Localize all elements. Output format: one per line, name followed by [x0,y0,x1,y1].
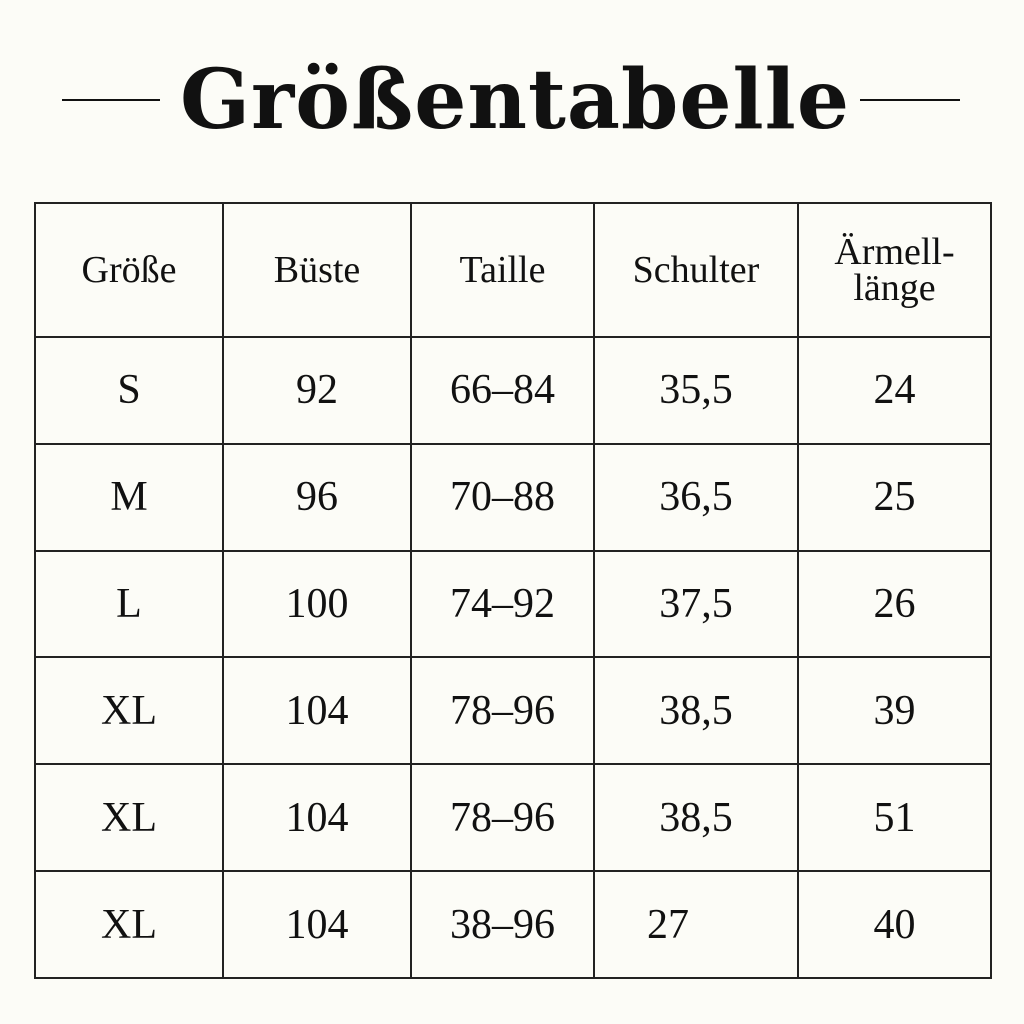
header-cell-bust: Büste [223,203,411,337]
table-cell: 104 [223,871,411,978]
header-cell-size: Größe [35,203,223,337]
table-row [35,764,991,871]
table-cell: XL [35,657,223,764]
table-cell: XL [35,871,223,978]
header-cell-waist: Taille [411,203,594,337]
table-cell: S [35,337,223,444]
title-row [0,40,1024,160]
size-table [34,202,992,979]
table-cell: 74–92 [411,551,594,658]
table-cell: 66–84 [411,337,594,444]
header-cell-sleeve-length: Ärmell- länge [798,203,991,337]
table-cell: 100 [223,551,411,658]
header-cell-shoulder: Schulter [594,203,798,337]
table-row [35,337,991,444]
table-row [35,657,991,764]
table-cell: 38,5 [594,764,798,871]
title-rule-left [62,99,160,101]
table-cell: XL [35,764,223,871]
page-title: Größentabelle [180,52,851,148]
table-cell: 40 [798,871,991,978]
table-cell: 96 [223,444,411,551]
table-cell: 24 [798,337,991,444]
table-row [35,871,991,978]
table-cell: 36,5 [594,444,798,551]
table-cell: 37,5 [594,551,798,658]
table-cell: 51 [798,764,991,871]
table-cell: 39 [798,657,991,764]
table-cell: 70–88 [411,444,594,551]
table-row [35,551,991,658]
table-cell: 26 [798,551,991,658]
table-row [35,444,991,551]
table-cell: 27 [594,871,798,978]
table-cell: 78–96 [411,657,594,764]
table-cell: 25 [798,444,991,551]
table-cell: L [35,551,223,658]
table-cell: 104 [223,764,411,871]
table-cell: 104 [223,657,411,764]
table-cell: 38,5 [594,657,798,764]
title-rule-right [860,99,960,101]
table-header-row [35,203,991,337]
table-cell: 78–96 [411,764,594,871]
table-cell: 35,5 [594,337,798,444]
table-cell: M [35,444,223,551]
table-cell: 38–96 [411,871,594,978]
table-cell: 92 [223,337,411,444]
